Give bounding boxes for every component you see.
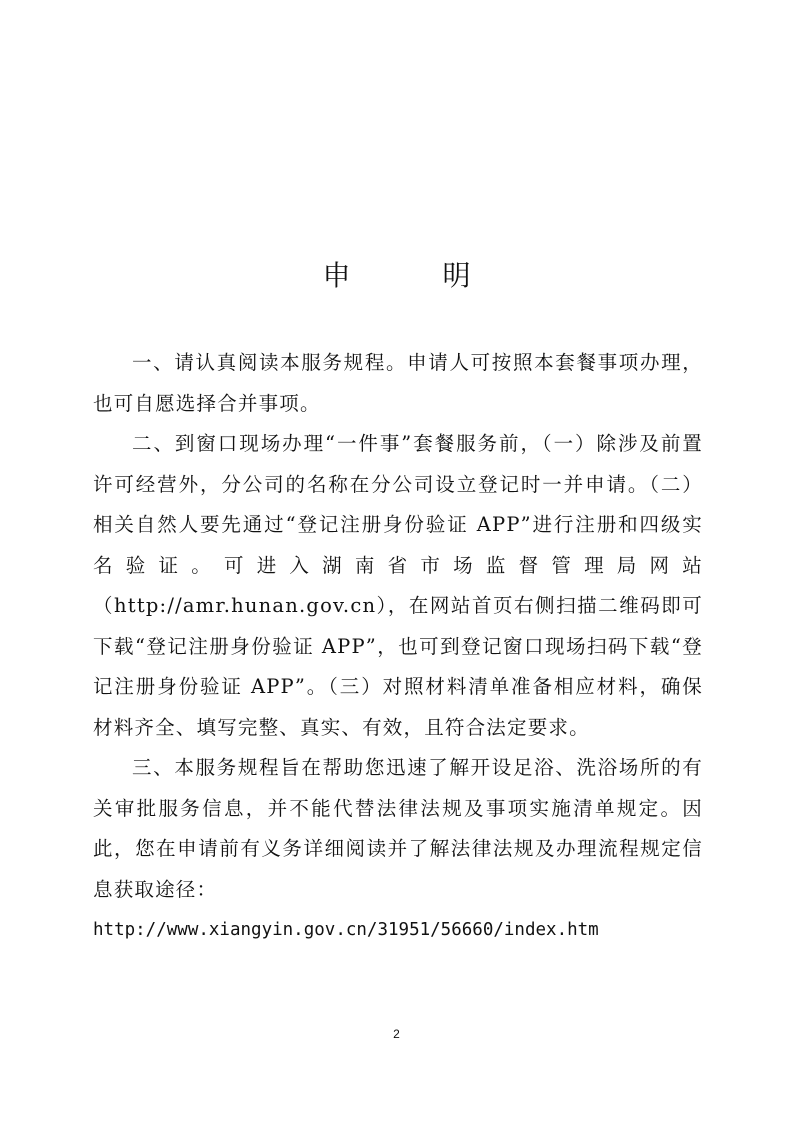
info-url: http://www.xiangyin.gov.cn/31951/56660/index.htm [93,920,599,940]
declaration-body [93,343,703,951]
paragraph-2: 二、到窗口现场办理“一件事”套餐服务前，（一）除涉及前置许可经营外，分公司的名称在分公司设立登记时一并申请。（二）相关自然人要先通过“登记注册身份验证 APP”进行注册和四级实名验证。可进入湖南省市场监督管理局网站（http://amr.hunan.gov.cn），在网站首页右侧扫描二维码即可下载“登记注册身份验证 APP”，也可到登记窗口现场扫码下载“登记注册身份验证 APP”。（三）对照材料清单准备相应材料，确保材料齐全、填写完整、真实、有效，且符合法定要求。 [93,432,703,739]
page-number: 2 [393,1027,400,1041]
paragraph-1: 一、请认真阅读本服务规程。申请人可按照本套餐事项办理，也可自愿选择合并事项。 [93,351,703,415]
page-title: 申 明 [322,259,503,292]
paragraph-3: 三、本服务规程旨在帮助您迅速了解开设足浴、洗浴场所的有关审批服务信息，并不能代替法律法规及事项实施清单规定。因此，您在申请前有义务详细阅读并了解法律法规及办理流程规定信息获取途径： [93,756,703,901]
